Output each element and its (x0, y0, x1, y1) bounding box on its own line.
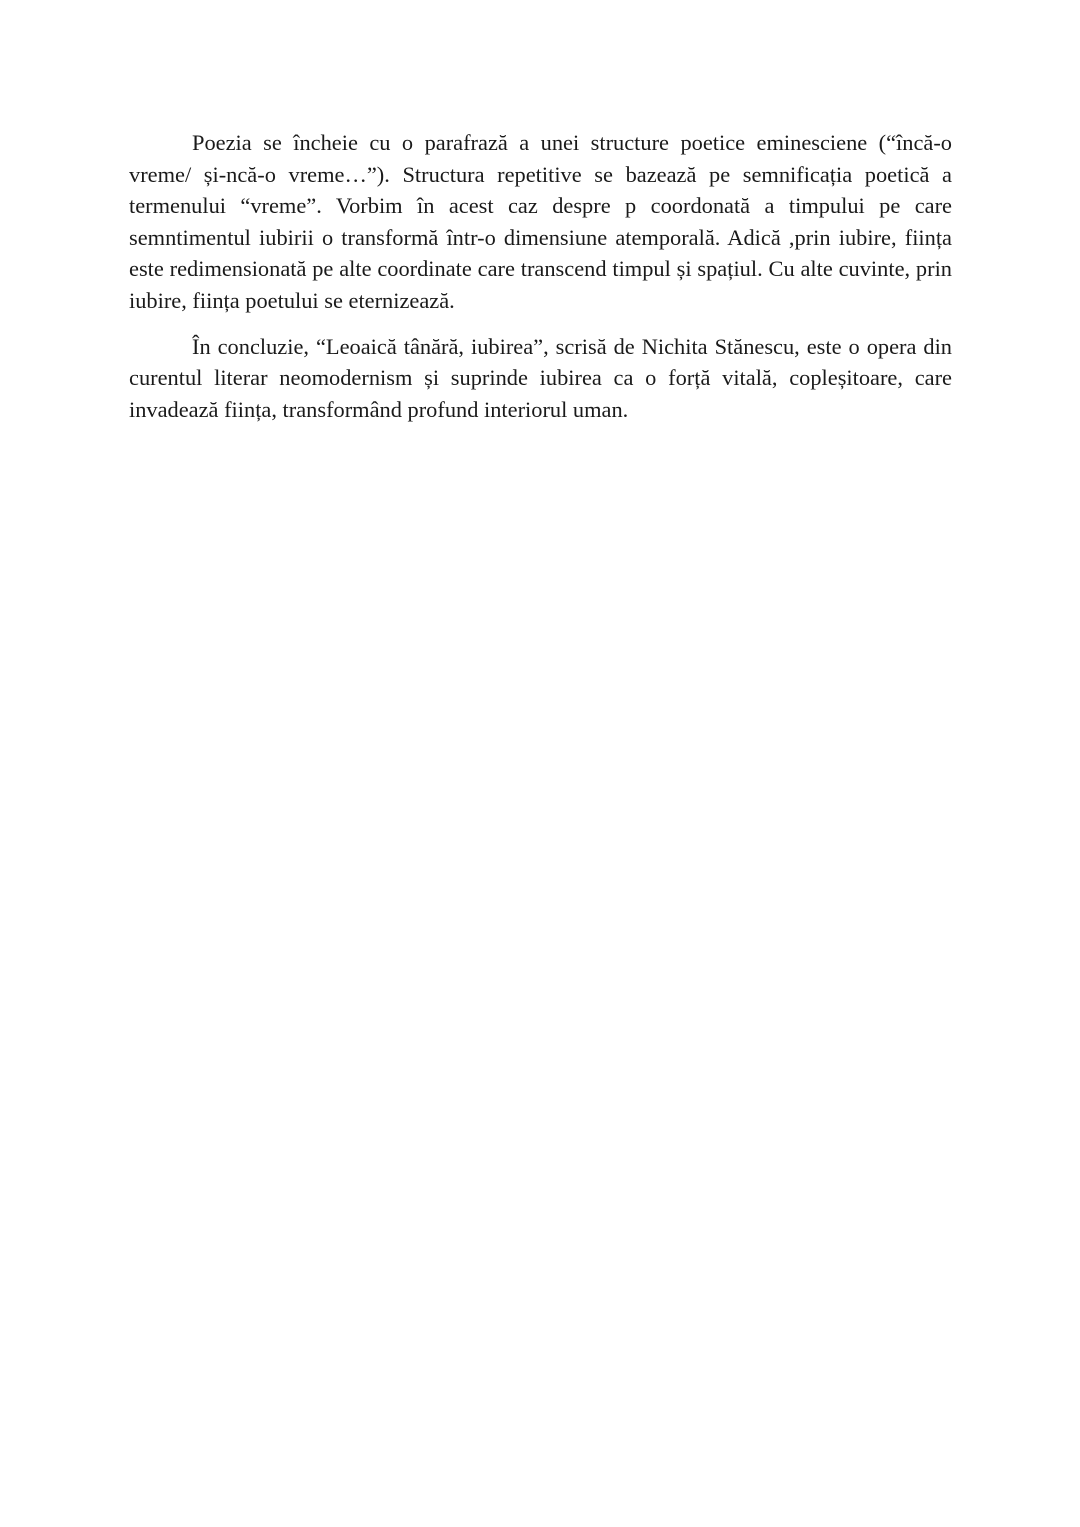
paragraph-conclusion-poem-ending: Poezia se încheie cu o parafrază a unei structure poetice eminesciene (“încă-o vreme/ și-ncă-o vreme…”). Structura repetitive se bazează pe semnificația poetică a termenului “vreme”. Vorbim în acest caz despre p coordonată a timpului pe care semntimentul iubirii o transformă într-o dimensiune atemporală. Adică ,prin iubire, ființa este redimensionată pe alte coordinate care transcend timpul și spațiul. Cu alte cuvinte, prin iubire, ființa poetului se eternizează. (129, 130, 952, 313)
document-body (129, 127, 952, 425)
paragraph-final-conclusion: În concluzie, “Leoaică tânără, iubirea”, scrisă de Nichita Stănescu, este o opera din curentul literar neomodernism și suprinde iubirea ca o forță vitală, copleșitoare, care invadează ființa, transformând profund interiorul uman. (129, 333, 952, 422)
